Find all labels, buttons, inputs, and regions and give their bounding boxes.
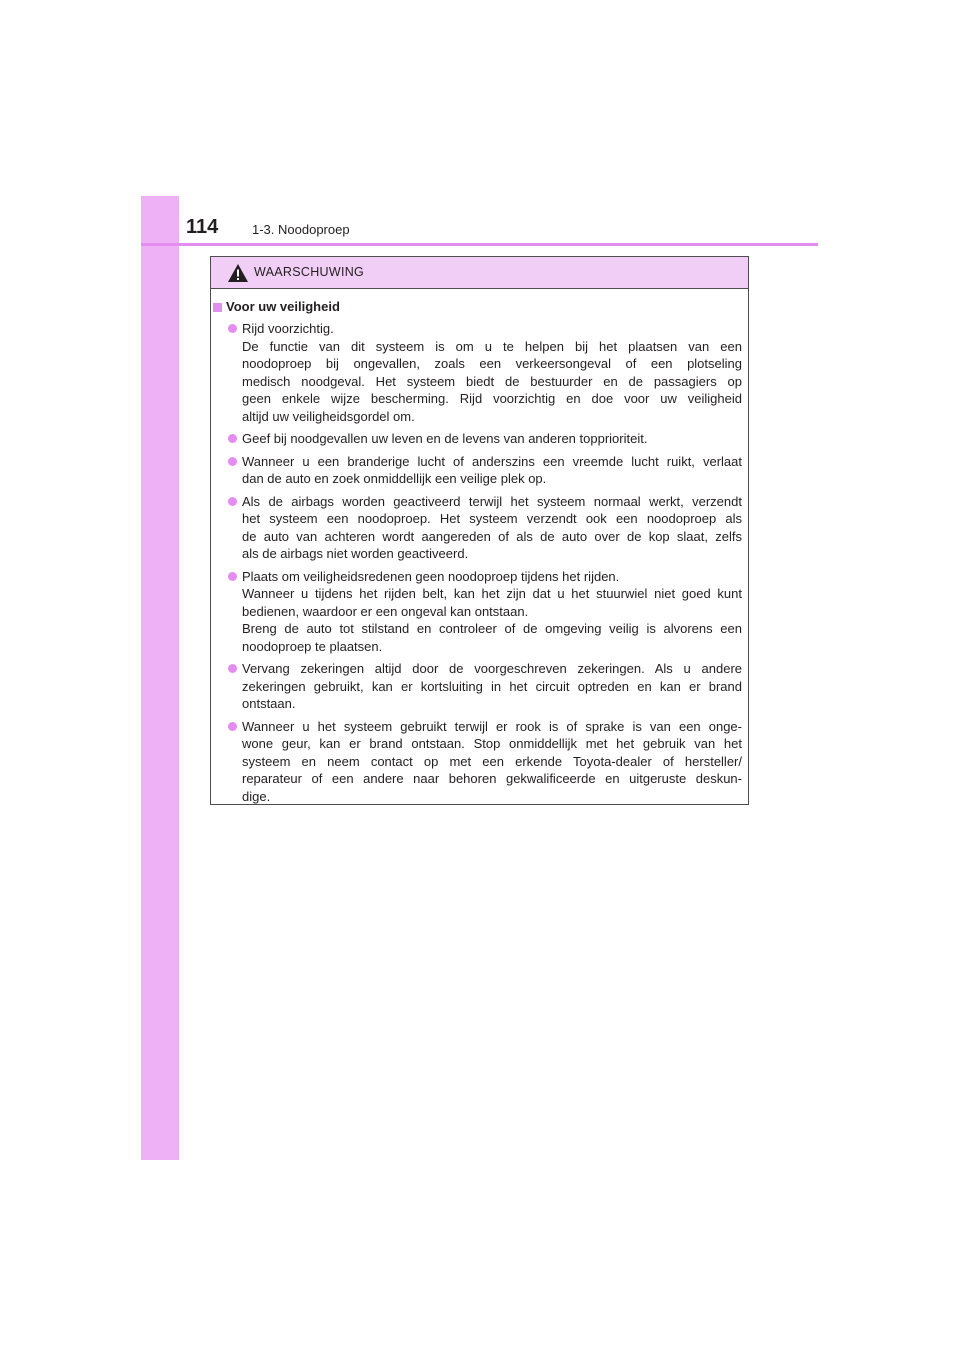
header-rule [141,243,818,246]
bullet-text-line: Wanneer u het systeem gebruikt terwijl er rook is of sprake is van een onge- [242,718,742,734]
warning-bullet-list [211,320,748,810]
round-bullet-icon [228,434,237,443]
bullet-text-line: Wanneer u tijdens het rijden belt, kan het zijn dat u het stuurwiel niet goed kunt [242,586,742,601]
bullet-text-line: noodoproep te plaatsen. [242,638,383,654]
bullet-text-line: dige. [242,788,271,804]
bullet-text-line: medisch noodgeval. Het systeem biedt de bestuurder en de passagiers op [242,373,742,389]
bullet-text-line: Als de airbags worden geactiveerd terwijl het systeem normaal werkt, verzendt [242,493,742,509]
warning-bullet-item [211,430,748,448]
warning-bullet-item [211,718,748,806]
round-bullet-icon [228,722,237,731]
bullet-text-line: Breng de auto tot stilstand en controleer of de omgeving veilig is alvorens een [242,621,742,636]
bullet-text-line: De functie van dit systeem is om u te helpen bij het plaatsen van een [242,338,742,354]
page-header [179,215,819,245]
page-number: 114 [186,216,219,238]
square-bullet-icon [213,303,222,312]
bullet-text-line: wone geur, kan er brand ontstaan. Stop onmiddellijk met het gebruik van het [242,736,742,751]
bullet-text-line: dan de auto en zoek onmiddellijk een veilige plek op. [242,471,547,486]
warning-bullet-item [211,320,748,425]
round-bullet-icon [228,572,237,581]
round-bullet-icon [228,324,237,333]
bullet-text-line: geen enkele wijze bescherming. Rijd voorzichtig en doe voor uw veiligheid [242,391,742,406]
warning-triangle-icon [227,263,249,283]
warning-box [210,256,749,805]
bullet-text-line: reparateur of een andere naar behoren gekwalificeerde en uitgeruste deskun- [242,771,742,786]
round-bullet-icon [228,664,237,673]
bullet-text-line: Vervang zekeringen altijd door de voorgeschreven zekeringen. Als u andere [242,661,742,676]
bullet-text-line: zekeringen gebruikt, kan er kortsluiting in het circuit optreden en kan er brand [242,678,742,694]
bullet-text-line: Geef bij noodgevallen uw leven en de levens van anderen topprioriteit. [242,431,648,446]
bullet-text-line: Wanneer u een branderige lucht of anderszins een vreemde lucht ruikt, verlaat [242,453,742,469]
bullet-text-line: altijd uw veiligheidsgordel om. [242,408,415,424]
section-title: 1-3. Noodoproep [252,222,350,237]
warning-bullet-item [211,493,748,563]
warning-subhead [211,298,731,318]
bullet-text-line: Rijd voorzichtig. [242,321,334,336]
bullet-text-line: ontstaan. [242,696,296,711]
bullet-text-line: bedienen, waardoor er een ongeval kan ontstaan. [242,603,529,619]
warning-header [211,257,748,289]
chapter-tab-band [141,196,179,1160]
subhead-text: Voor uw veiligheid [226,299,340,314]
round-bullet-icon [228,457,237,466]
bullet-text-line: systeem en neem contact op met een erkende Toyota-dealer of hersteller/ [242,753,742,769]
warning-bullet-item [211,660,748,713]
bullet-text-line: de auto van achteren wordt aangereden of als de auto over de kop slaat, zelfs [242,528,742,544]
bullet-text-line: Plaats om veiligheidsredenen geen noodoproep tijdens het rijden. [242,568,620,584]
round-bullet-icon [228,497,237,506]
bullet-text-line: het systeem een noodoproep. Het systeem verzendt ook een noodoproep als [242,511,742,526]
bullet-text-line: als de airbags niet worden geactiveerd. [242,546,469,561]
warning-bullet-item [211,453,748,488]
warning-label: WAARSCHUWING [254,265,365,279]
bullet-text-line: noodoproep bij ongevallen, zoals een verkeersongeval of een plotseling [242,356,742,371]
warning-bullet-item [211,568,748,656]
